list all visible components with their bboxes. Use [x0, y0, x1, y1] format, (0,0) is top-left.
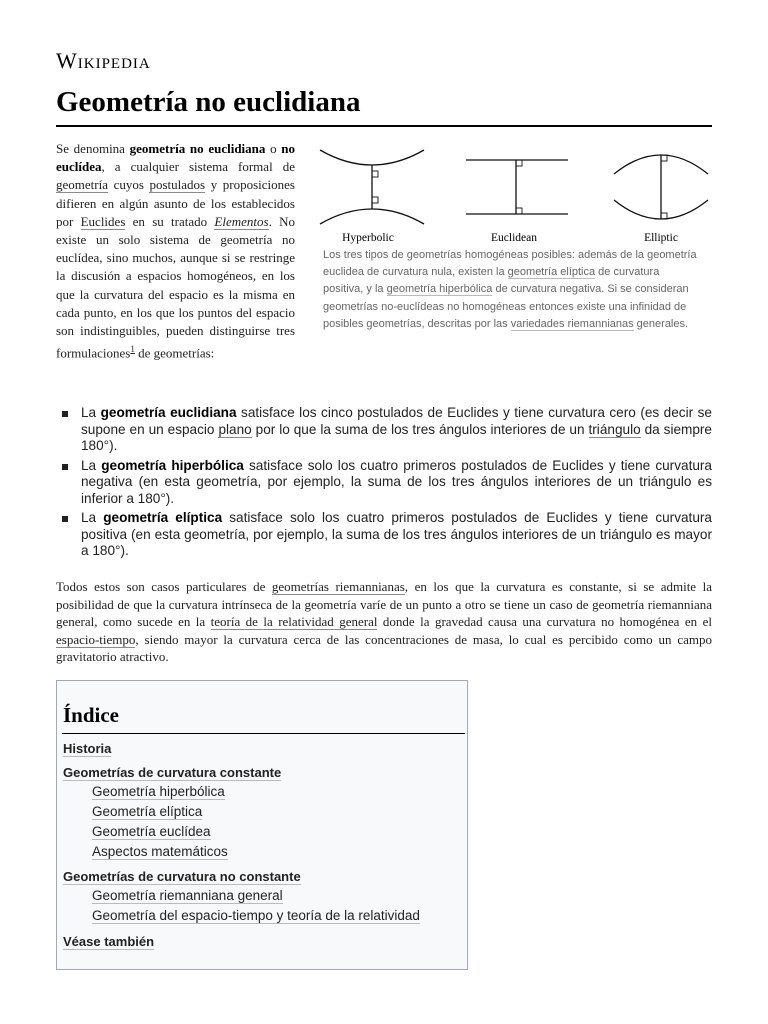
title-divider	[56, 125, 712, 127]
toc-item-hiperbolica[interactable]: Geometría hiperbólica	[92, 784, 225, 799]
link-triangulo[interactable]: triángulo	[588, 421, 641, 437]
list-item: La geometría elíptica satisface solo los cuatro primeros postulados de Euclides y tiene curvatura positiva (en esta geometría, por ejemplo, la suma de los tres ángulos interiores de un triángulo es mayor a 180°).	[62, 510, 712, 560]
toc-title: Índice	[63, 703, 120, 727]
hyperbolic-right-angle-top	[372, 171, 378, 177]
toc-item-curvatura-no-constante[interactable]: Geometrías de curvatura no constante	[63, 869, 301, 884]
toc-item-vease-tambien[interactable]: Véase también	[63, 934, 155, 949]
bullet-icon	[62, 516, 68, 522]
toc-item-riemanniana-general[interactable]: Geometría riemanniana general	[92, 888, 283, 903]
toc-item-eliptica[interactable]: Geometría elíptica	[92, 804, 203, 819]
page-title: Geometría no euclidiana	[56, 86, 361, 118]
reference-1[interactable]: 1	[130, 344, 135, 355]
label-elliptic: Elliptic	[644, 232, 678, 244]
list-item: La geometría euclidiana satisface los cinco postulados de Euclides y tiene curvatura cero (es decir se supone en un espacio plano por lo que la suma de los tres ángulos interiores de un triángulo da siempre 180°).	[62, 405, 712, 455]
toc-item-espacio-tiempo[interactable]: Geometría del espacio-tiempo y teoría de la relatividad	[92, 908, 420, 923]
geometry-types-figure[interactable]	[316, 140, 712, 250]
label-hyperbolic: Hyperbolic	[342, 232, 394, 244]
euclidean-right-angle-bottom	[516, 208, 522, 214]
link-geometria-eliptica[interactable]: geometría elíptica	[507, 266, 596, 279]
elliptic-right-angle-bottom	[661, 213, 667, 219]
link-geometria-hiperbolica[interactable]: geometría hiperbólica	[386, 283, 493, 296]
elliptic-right-angle-top	[661, 155, 667, 161]
link-elementos[interactable]: Elementos	[214, 213, 269, 229]
euclidean-right-angle-top	[516, 160, 522, 166]
hyperbolic-right-angle-bottom	[372, 197, 378, 203]
body-paragraph: Todos estos son casos particulares de geometrías riemannianas, en los que la curvatura es constante, si se admite la posibilidad de que la curvatura intrínseca de la geometría varíe de un punto a otro se tiene un caso de geometría riemanniana general, como sucede en la teoría de la relatividad general donde la gravedad causa una curvatura no homogénea en el espacio-tiempo, siendo mayor la curvatura cerca de las concentraciones de masa, lo cual es percibido como un campo gravitatorio atractivo.	[56, 579, 712, 664]
term-no-euclidea: no euclídea	[56, 141, 295, 175]
link-plano[interactable]: plano	[218, 421, 252, 437]
geometry-types-list	[62, 405, 712, 563]
link-geometrias-riemannianas[interactable]: geometrías riemannianas	[271, 579, 405, 594]
toc-item-curvatura-constante[interactable]: Geometrías de curvatura constante	[63, 765, 282, 780]
toc-item-euclidea[interactable]: Geometría euclídea	[92, 824, 211, 839]
toc-divider	[62, 733, 465, 734]
link-euclides[interactable]: Euclides	[80, 213, 126, 229]
link-relatividad-general[interactable]: teoría de la relatividad general	[210, 614, 378, 629]
list-item: La geometría hiperbólica satisface solo los cuatro primeros postulados de Euclides y tiene curvatura negativa (en esta geometría, por ejemplo, la suma de los tres ángulos interiores de un triángulo es inferior a 180°).	[62, 458, 712, 508]
intro-paragraph: Se denomina geometría no euclidiana o no euclídea, a cualquier sistema formal de geometría cuyos postulados y proposiciones difieren en algún asunto de los establecidos por Euclides en su tratado Elementos. No existe un solo sistema de geometría no euclídea, sino muchos, aunque si se restringe la discusión a espacios homogéneos, en los que la curvatura del espacio es la misma en cada punto, en los que los puntos del espacio son indistinguibles, pueden distinguirse tres formulaciones$^1$ de geometrías:	[56, 141, 295, 361]
link-espacio-tiempo[interactable]: espacio-tiempo	[56, 631, 136, 647]
toc-item-historia[interactable]: Historia	[63, 741, 112, 756]
wikipedia-wordmark[interactable]: Wikipedia	[56, 48, 151, 73]
link-variedades-riemannianas[interactable]: variedades riemannianas	[510, 317, 634, 330]
link-geometria[interactable]: geometría	[56, 177, 108, 193]
bullet-icon	[62, 411, 68, 417]
figure-caption: Los tres tipos de geometrías homogéneas posibles: además de la geometría euclidea de curvatura nula, existen la geometría elíptica de curvatura positiva, y la geometría hiperbólica de curvatura negativa. Si se consideran geometrías no-euclídeas no homogéneas entonces existe una infinidad de posibles geometrías, descritas por las variedades riemannianas generales.	[323, 249, 697, 330]
toc-item-aspectos-matematicos[interactable]: Aspectos matemáticos	[92, 844, 228, 859]
link-postulados[interactable]: postulados	[149, 177, 206, 193]
term-geometria-no-euclidiana: geometría no euclidiana	[129, 141, 266, 156]
geometry-diagram	[316, 140, 712, 250]
bullet-icon	[62, 464, 68, 470]
hyperbolic-top-curve	[320, 150, 424, 165]
hyperbolic-bottom-curve	[320, 209, 424, 224]
label-euclidean: Euclidean	[491, 232, 537, 244]
table-of-contents	[56, 680, 468, 970]
